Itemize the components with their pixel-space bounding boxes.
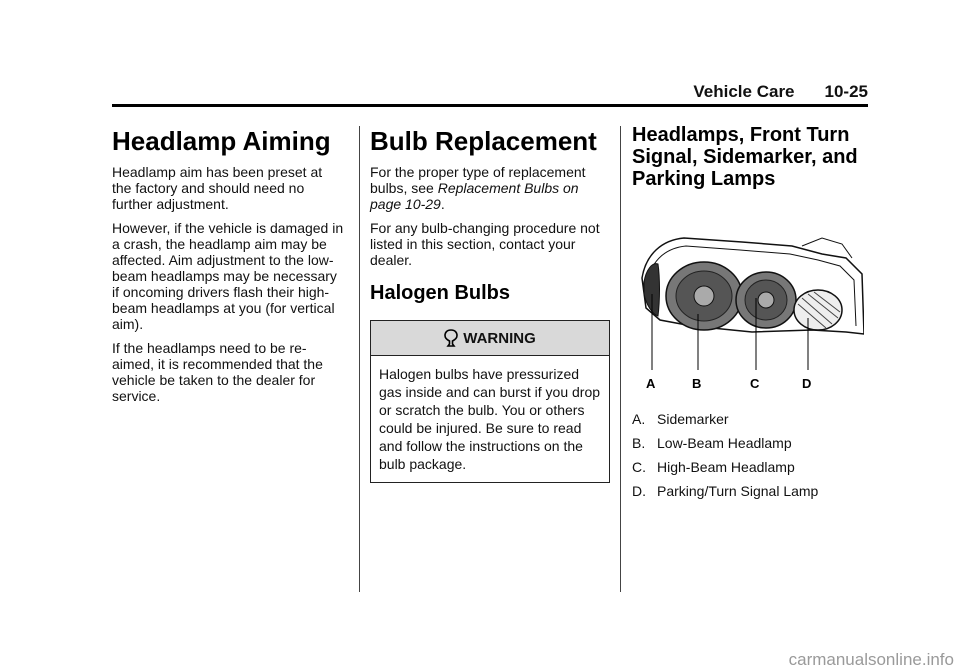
paragraph [370, 164, 610, 212]
legend-item [632, 483, 868, 499]
page-header [112, 82, 868, 104]
paragraph-text: For the proper type of replacement bulbs, see [370, 164, 586, 196]
legend-letter: A. [632, 411, 646, 427]
column-bulb-replacement [370, 124, 610, 483]
legend-text: Parking/Turn Signal Lamp [657, 483, 819, 499]
legend-item [632, 459, 868, 475]
paragraph: However, if the vehicle is damaged in a crash, the headlamp aim may be affected. Aim adjustment to the low-beam headlamps may be necessary if oncoming drivers flash their high-beam headlamps at you (for vertical aim). [112, 220, 344, 332]
section-heading-headlamp-aiming: Headlamp Aiming [112, 126, 331, 156]
heading-line: Parking Lamps [632, 168, 776, 190]
figure-label-a: A [646, 376, 656, 391]
section-heading-headlamps [632, 124, 868, 190]
warning-icon [444, 329, 458, 347]
figure-label-b: B [692, 376, 702, 391]
section-title: Vehicle Care [693, 82, 795, 101]
figure-label-d: D [802, 376, 812, 391]
watermark: carmanualsonline.info [788, 650, 954, 669]
figure-legend [632, 411, 868, 499]
paragraph: If the headlamps need to be re-aimed, it is recommended that the vehicle be taken to the dealer for service. [112, 340, 323, 404]
subheading-halogen-bulbs: Halogen Bulbs [370, 282, 511, 304]
heading-line: Headlamps, Front Turn [632, 124, 850, 146]
cross-reference-link[interactable]: Replacement Bulbs on page 10-29 [370, 180, 579, 212]
heading-line: Signal, Sidemarker, and [632, 146, 858, 168]
column-divider-1 [359, 126, 360, 592]
legend-letter: D. [632, 483, 646, 499]
legend-text: Low-Beam Headlamp [657, 435, 792, 451]
legend-text: Sidemarker [657, 411, 729, 427]
column-headlamps [632, 124, 868, 507]
column-headlamp-aiming [112, 124, 344, 412]
header-rule [112, 104, 868, 107]
warning-label: WARNING [463, 329, 536, 347]
headlamp-assembly-illustration [632, 234, 864, 394]
warning-header [371, 321, 609, 356]
column-divider-2 [620, 126, 621, 592]
legend-item [632, 411, 868, 427]
figure-label-c: C [750, 376, 760, 391]
legend-letter: B. [632, 435, 646, 451]
paragraph: For any bulb-changing procedure not listed in this section, contact your dealer. [370, 220, 600, 268]
legend-letter: C. [632, 459, 646, 475]
legend-text: High-Beam Headlamp [657, 459, 795, 475]
warning-text: Halogen bulbs have pressurized gas inside and can burst if you drop or scratch the bulb. You or others could be injured. Be sure to read and follow the instructions on the bulb package. [379, 366, 601, 472]
warning-box [370, 320, 610, 483]
page-number: 10-25 [824, 82, 868, 101]
paragraph-text: . [440, 196, 445, 212]
section-heading-bulb-replacement: Bulb Replacement [370, 126, 597, 156]
paragraph: Headlamp aim has been preset at the factory and should need no further adjustment. [112, 164, 323, 212]
legend-item [632, 435, 868, 451]
